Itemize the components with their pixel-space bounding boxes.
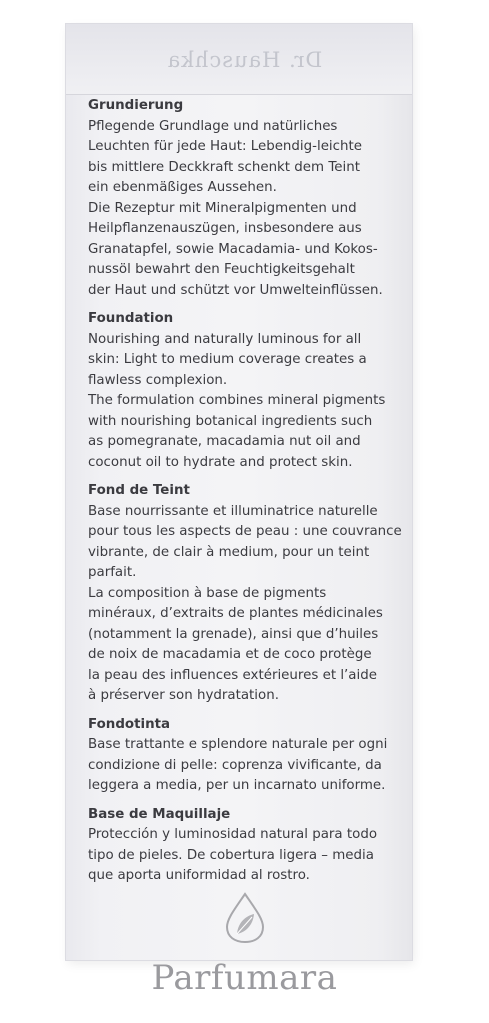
text-line: vibrante, de clair à medium, pour un teint <box>88 544 370 560</box>
text-line: minéraux, d’extraits de plantes médicinales <box>88 606 383 621</box>
text-line: de noix de macadamia et de coco protège <box>88 647 372 662</box>
text-line: bis mittlere Deckkraft schenkt dem Teint <box>88 159 360 175</box>
text-line: with nourishing botanical ingredients such <box>88 413 373 429</box>
text-line: à préserver son hydratation. <box>88 688 279 703</box>
watermark-logo <box>0 892 489 948</box>
text-line: coconut oil to hydrate and protect skin. <box>88 454 353 470</box>
text-line: que aporta uniformidad al rostro. <box>88 868 310 883</box>
section-heading: Fondotinta <box>88 716 171 732</box>
text-line: flawless complexion. <box>88 372 228 388</box>
text-line: Base trattante e splendore naturale per ogni <box>88 737 388 752</box>
text-line: Heilpflanzenauszügen, insbesondere aus <box>88 221 362 236</box>
text-line: tipo de pieles. De cobertura ligera – media <box>88 847 374 863</box>
text-line: la peau des influences extérieures et l’aide <box>88 667 377 683</box>
text-line: nussöl bewahrt den Feuchtigkeitsgehalt <box>88 262 355 277</box>
section <box>88 96 406 301</box>
text-line: La composition à base de pigments <box>88 585 327 601</box>
text-line: ein ebenmäßiges Aussehen. <box>88 180 277 195</box>
text-line: Die Rezeptur mit Mineralpigmenten und <box>88 200 357 216</box>
watermark-text: Parfumara <box>151 958 338 998</box>
drop-leaf-icon <box>222 892 268 944</box>
section-heading: Fond de Teint <box>88 483 190 498</box>
section <box>88 805 406 887</box>
text-line: parfait. <box>88 565 137 580</box>
text-line: leggera a media, per un incarnato uniforme. <box>88 778 386 793</box>
section <box>88 309 406 473</box>
product-description <box>88 94 406 895</box>
text-line: Pflegende Grundlage und natürliches <box>88 118 338 134</box>
section <box>88 481 406 707</box>
section <box>88 715 406 797</box>
text-line: The formulation combines mineral pigments <box>88 393 386 408</box>
text-line: Base nourrissante et illuminatrice naturelle <box>88 503 378 519</box>
text-line: Protección y luminosidad natural para todo <box>88 827 378 842</box>
text-line: Granatapfel, sowie Macadamia- und Kokos- <box>88 241 378 257</box>
section-heading: Base de Maquillaje <box>88 806 231 822</box>
text-line: Nourishing and naturally luminous for all <box>88 331 362 347</box>
text-line: as pomegranate, macadamia nut oil and <box>88 434 361 449</box>
text-line: pour tous les aspects de peau : une couvrance <box>88 524 402 539</box>
text-line: condizione di pelle: coprenza vivificante, da <box>88 757 382 773</box>
text-line: Leuchten für jede Haut: Lebendig-leichte <box>88 139 362 154</box>
text-line: (notamment la grenade), ainsi que d’huiles <box>88 626 379 642</box>
text-line: skin: Light to medium coverage creates a <box>88 352 367 367</box>
section-heading: Foundation <box>88 311 174 326</box>
section-heading: Grundierung <box>88 98 184 113</box>
mirrored-brand-text: Dr. Hauschka <box>166 48 323 72</box>
text-line: der Haut und schützt vor Umwelteinflüssen. <box>88 282 383 298</box>
